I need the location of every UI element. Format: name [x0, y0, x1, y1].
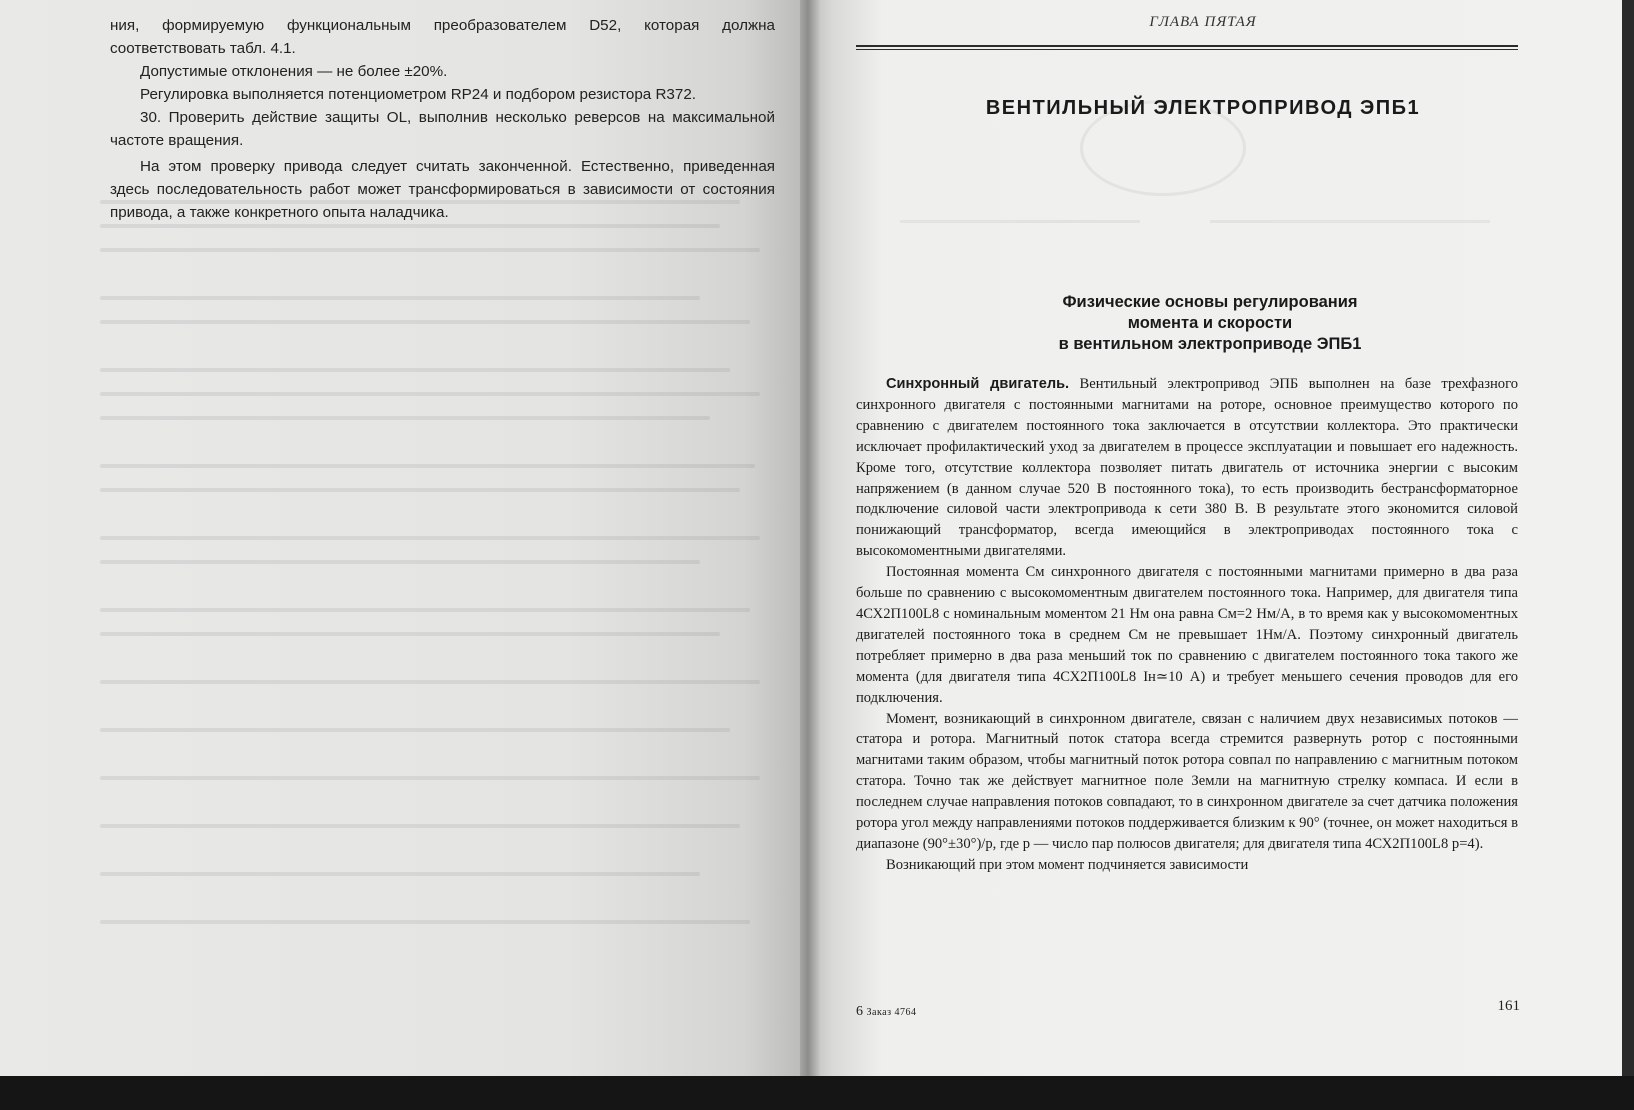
order-number: Заказ 4764: [866, 1007, 917, 1018]
left-paragraph: Регулировка выполняется потенциометром RP24 и подбором резистора R372.: [140, 86, 696, 103]
section-title-line: в вентильном электроприводе ЭПБ1: [1058, 335, 1362, 353]
book-gutter: [800, 0, 820, 1086]
section-title-line: Физические основы регулирования: [1062, 293, 1358, 311]
left-page-text: [110, 14, 775, 224]
signature-number: 6: [856, 1004, 863, 1019]
heading-rule-thin: [856, 49, 1518, 50]
body-paragraph: [856, 374, 1518, 562]
body-paragraph: Возникающий при этом момент подчиняется зависимости: [886, 856, 1249, 873]
lead-term: Синхронный двигатель.: [886, 376, 1070, 392]
section-title-line: момента и скорости: [1127, 314, 1293, 332]
section-title: [880, 292, 1540, 355]
left-paragraph: Допустимые отклонения — не более ±20%.: [140, 63, 448, 80]
heading-rule: [856, 45, 1518, 47]
body-paragraph: Момент, возникающий в синхронном двигателе, связан с наличием двух независимых потоков — статора и ротора. Магнитный поток статора всегда стремится развернуть ротор с постоянными магнитами таким образом, чтобы магнитный поток ротора совпал по направлению с магнитным потоком статора. Точно так же действует магнитное поле Земли на магнитную стрелку компаса. И если в последнем случае направления потоков совпадают, то в синхронном двигателе за счет датчика положения ротора угол между направлениями потоков поддерживается близким к 90° (точнее, он может находиться в диапазоне (90°±30°)/p, где p — число пар полюсов двигателя; для двигателя типа 4СХ2П100L8 p=4).: [856, 710, 1518, 852]
chapter-heading: ГЛАВА ПЯТАЯ: [1149, 14, 1257, 30]
page-edge-shadow: [1622, 0, 1634, 1090]
body-paragraph: Постоянная момента Cм синхронного двигателя с постоянными магнитами примерно в два раза больше по сравнению с высокомоментным двигателем постоянного тока. Например, для двигателя типа 4СХ2П100L8 с номинальным моментом 21 Нм она равна Cм=2 Нм/А, в то время как у высокомоментных двигателей постоянного тока в среднем Cм не превышает 1Нм/А. Поэтому синхронный двигатель потребляет примерно в два раза меньший ток по сравнению с двигателем постоянного тока такого же момента (для двигателя типа 4СХ2П100L8 Iн≃10 А) и требует меньшего сечения проводов для его подключения.: [856, 564, 1518, 706]
scan-bottom-border: [0, 1076, 1634, 1110]
printer-signature: [856, 1004, 917, 1020]
body-paragraph-text: Вентильный электропривод ЭПБ выполнен на базе трехфазного синхронного двигателя с постоянными магнитами на роторе, основное преимущество которого по сравнению с двигателем постоянного тока заключается в отсутствии коллектора. Это практически исключает профилактический уход за двигателем в процессе эксплуатации и повышает его надежность. Кроме того, отсутствие коллектора позволяет питать двигатель от источника энергии с высоким напряжением (в данном случае 520 В постоянного тока), то есть производить бестрансформаторное подключение силовой части электропривода к сети 380 В. В результате этого экономится силовой понижающий трансформатор, всегда имеющийся в электроприводах постоянного тока с высокомоментными двигателями.: [856, 376, 1518, 560]
chapter-title: ВЕНТИЛЬНЫЙ ЭЛЕКТРОПРИВОД ЭПБ1: [985, 97, 1421, 119]
left-paragraph: 30. Проверить действие защиты OL, выполнив несколько реверсов на максимальной частоте вращения.: [110, 109, 775, 149]
left-paragraph: На этом проверку привода следует считать законченной. Естественно, приведенная здесь последовательность работ может трансформироваться в зависимости от состояния привода, а также конкретного опыта наладчика.: [110, 158, 775, 221]
left-paragraph: ния, формируемую функциональным преобразователем D52, которая должна соответствовать табл. 4.1.: [110, 17, 775, 57]
bleed-through-figure: [880, 60, 1520, 280]
bleed-through-text: [100, 200, 780, 960]
page-number: 161: [1497, 998, 1520, 1014]
right-page-body: [856, 374, 1518, 876]
